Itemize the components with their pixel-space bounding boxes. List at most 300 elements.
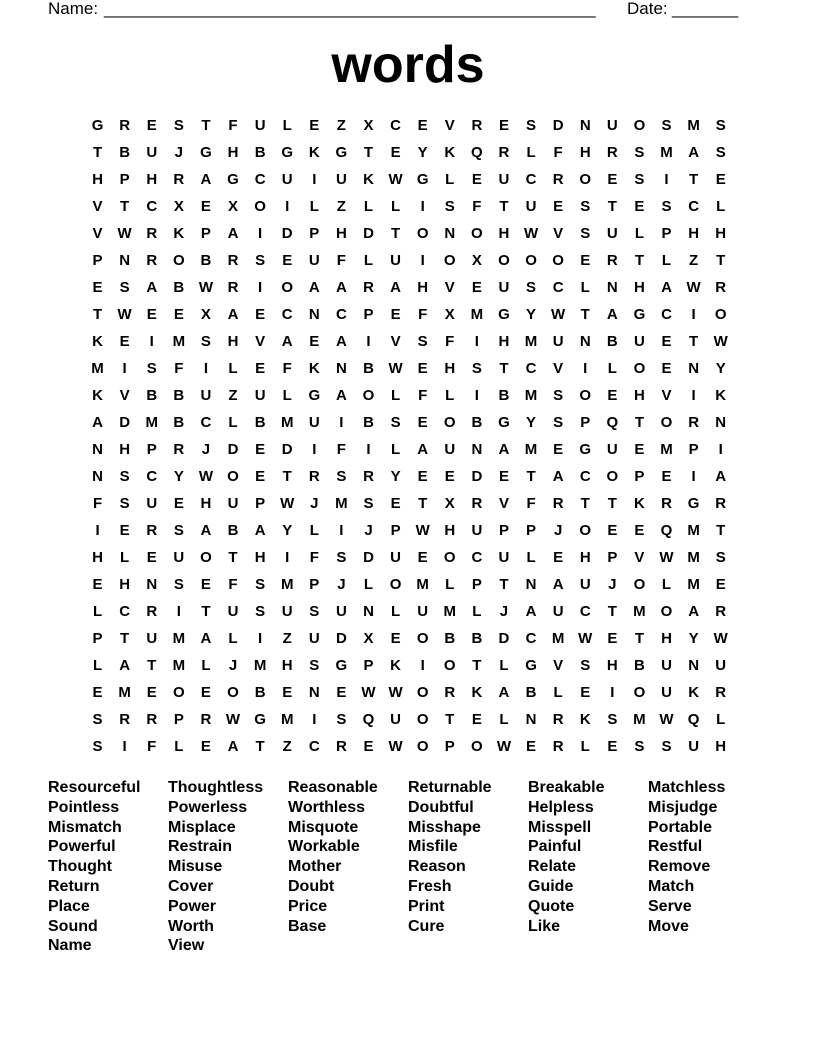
grid-letter[interactable]: L — [661, 576, 672, 593]
grid-letter[interactable]: L — [607, 360, 617, 377]
grid-letter[interactable]: P — [471, 576, 482, 593]
grid-letter[interactable]: R — [227, 252, 239, 269]
grid-letter[interactable]: M — [118, 684, 131, 701]
grid-letter[interactable]: M — [280, 576, 294, 593]
grid-letter[interactable]: E — [444, 468, 455, 485]
grid-letter[interactable]: O — [416, 738, 429, 755]
grid-letter[interactable]: Q — [660, 522, 673, 539]
grid-letter[interactable]: R — [552, 738, 564, 755]
grid-letter[interactable]: L — [526, 549, 536, 566]
grid-letter[interactable]: O — [200, 549, 212, 566]
grid-letter[interactable]: T — [689, 333, 699, 350]
grid-letter[interactable]: P — [200, 225, 211, 242]
grid-letter[interactable]: A — [308, 279, 320, 296]
grid-letter[interactable]: K — [444, 144, 456, 161]
grid-letter[interactable]: A — [281, 333, 293, 350]
grid-letter[interactable]: U — [308, 414, 320, 431]
grid-letter[interactable]: W — [415, 522, 430, 539]
grid-letter[interactable]: H — [417, 279, 429, 296]
grid-letter[interactable]: T — [634, 630, 644, 647]
grid-letter[interactable]: O — [443, 252, 456, 269]
grid-letter[interactable]: W — [117, 225, 132, 242]
grid-letter[interactable]: M — [172, 657, 186, 674]
grid-letter[interactable]: I — [664, 171, 669, 188]
grid-letter[interactable]: U — [634, 333, 645, 350]
grid-letter[interactable]: F — [309, 549, 319, 566]
grid-letter[interactable]: A — [227, 306, 239, 323]
grid-letter[interactable]: E — [661, 360, 672, 377]
grid-letter[interactable]: Q — [471, 144, 483, 161]
grid-letter[interactable]: A — [146, 279, 158, 296]
grid-letter[interactable]: A — [498, 684, 510, 701]
grid-letter[interactable]: H — [227, 333, 239, 350]
grid-letter[interactable]: G — [416, 171, 429, 188]
grid-letter[interactable]: H — [444, 522, 456, 539]
grid-letter[interactable]: L — [363, 198, 374, 215]
grid-letter[interactable]: L — [228, 414, 238, 431]
grid-letter[interactable]: T — [472, 657, 482, 674]
grid-letter[interactable]: U — [390, 711, 401, 728]
grid-letter[interactable]: B — [471, 414, 483, 431]
grid-letter[interactable]: B — [200, 252, 212, 269]
grid-letter[interactable]: K — [688, 684, 700, 701]
grid-letter[interactable]: N — [525, 576, 537, 593]
grid-letter[interactable]: D — [363, 225, 374, 242]
grid-letter[interactable]: R — [688, 414, 700, 431]
grid-letter[interactable]: A — [335, 279, 347, 296]
grid-letter[interactable]: U — [227, 603, 239, 620]
grid-letter[interactable]: B — [173, 414, 185, 431]
grid-letter[interactable]: L — [309, 522, 319, 539]
grid-letter[interactable]: M — [524, 333, 538, 350]
grid-letter[interactable]: R — [146, 603, 158, 620]
grid-letter[interactable]: R — [606, 144, 618, 161]
grid-letter[interactable]: V — [553, 360, 564, 377]
grid-letter[interactable]: G — [498, 306, 510, 323]
grid-letter[interactable]: U — [335, 603, 347, 620]
grid-letter[interactable]: U — [606, 117, 618, 134]
grid-letter[interactable]: L — [228, 630, 238, 647]
grid-letter[interactable]: E — [309, 117, 320, 134]
grid-letter[interactable]: T — [363, 144, 374, 161]
grid-letter[interactable]: W — [523, 225, 539, 242]
grid-letter[interactable]: L — [445, 576, 455, 593]
grid-letter[interactable]: P — [309, 576, 320, 593]
grid-letter[interactable]: U — [308, 630, 320, 647]
grid-letter[interactable]: I — [691, 468, 696, 485]
grid-letter[interactable]: P — [661, 225, 672, 242]
grid-letter[interactable]: G — [633, 306, 646, 323]
grid-letter[interactable]: A — [417, 441, 429, 458]
grid-letter[interactable]: T — [255, 738, 265, 755]
grid-letter[interactable]: F — [418, 387, 428, 404]
grid-letter[interactable]: D — [281, 441, 293, 458]
grid-letter[interactable]: R — [552, 711, 564, 728]
grid-letter[interactable]: E — [200, 684, 211, 701]
grid-letter[interactable]: E — [607, 630, 618, 647]
grid-letter[interactable]: F — [174, 360, 184, 377]
grid-letter[interactable]: C — [552, 279, 564, 296]
grid-letter[interactable]: H — [498, 333, 510, 350]
grid-letter[interactable]: O — [416, 684, 429, 701]
grid-letter[interactable]: M — [551, 630, 565, 647]
grid-letter[interactable]: P — [498, 522, 509, 539]
grid-letter[interactable]: U — [715, 657, 727, 674]
grid-letter[interactable]: P — [688, 441, 699, 458]
grid-letter[interactable]: L — [201, 657, 211, 674]
grid-letter[interactable]: P — [444, 738, 455, 755]
grid-letter[interactable]: I — [95, 522, 100, 539]
grid-letter[interactable]: U — [444, 441, 456, 458]
grid-letter[interactable]: B — [173, 387, 185, 404]
grid-letter[interactable]: V — [390, 333, 401, 350]
grid-letter[interactable]: G — [254, 711, 266, 728]
grid-letter[interactable]: Y — [715, 360, 726, 377]
grid-letter[interactable]: O — [579, 522, 592, 539]
grid-letter[interactable]: L — [390, 387, 401, 404]
grid-letter[interactable]: P — [119, 171, 130, 188]
grid-letter[interactable]: N — [579, 117, 591, 134]
grid-letter[interactable]: V — [553, 225, 564, 242]
grid-letter[interactable]: L — [716, 711, 726, 728]
grid-letter[interactable]: M — [443, 603, 457, 620]
grid-letter[interactable]: M — [524, 387, 538, 404]
grid-letter[interactable]: E — [146, 684, 157, 701]
grid-letter[interactable]: H — [634, 279, 645, 296]
grid-letter[interactable]: G — [335, 657, 348, 674]
grid-letter[interactable]: P — [607, 549, 618, 566]
grid-letter[interactable]: D — [471, 468, 483, 485]
grid-letter[interactable]: E — [255, 360, 266, 377]
grid-letter[interactable]: H — [335, 225, 347, 242]
grid-letter[interactable]: I — [258, 279, 263, 296]
grid-letter[interactable]: W — [659, 711, 674, 728]
grid-letter[interactable]: H — [661, 630, 672, 647]
grid-letter[interactable]: L — [390, 198, 401, 215]
grid-letter[interactable]: U — [281, 603, 293, 620]
grid-letter[interactable]: U — [146, 630, 158, 647]
grid-letter[interactable]: R — [308, 468, 320, 485]
grid-letter[interactable]: T — [201, 603, 211, 620]
grid-letter[interactable]: J — [310, 495, 319, 512]
grid-letter[interactable]: S — [146, 360, 157, 377]
grid-letter[interactable]: U — [688, 738, 700, 755]
grid-letter[interactable]: T — [92, 144, 103, 161]
grid-letter[interactable]: F — [336, 252, 346, 269]
grid-letter[interactable]: R — [200, 711, 212, 728]
grid-letter[interactable]: E — [200, 576, 211, 593]
grid-letter[interactable]: C — [525, 360, 537, 377]
grid-letter[interactable]: I — [474, 387, 479, 404]
grid-letter[interactable]: S — [580, 198, 591, 215]
grid-letter[interactable]: T — [418, 495, 428, 512]
grid-letter[interactable]: B — [606, 333, 618, 350]
grid-letter[interactable]: U — [552, 333, 564, 350]
grid-letter[interactable]: I — [176, 603, 181, 620]
grid-letter[interactable]: L — [228, 360, 238, 377]
grid-letter[interactable]: O — [227, 468, 239, 485]
grid-letter[interactable]: G — [335, 144, 348, 161]
grid-letter[interactable]: E — [282, 252, 293, 269]
grid-letter[interactable]: E — [580, 684, 591, 701]
grid-letter[interactable]: B — [471, 630, 483, 647]
grid-letter[interactable]: R — [173, 171, 185, 188]
grid-letter[interactable]: M — [470, 306, 484, 323]
grid-letter[interactable]: O — [471, 738, 483, 755]
grid-letter[interactable]: U — [606, 441, 618, 458]
grid-letter[interactable]: E — [498, 117, 509, 134]
grid-letter[interactable]: T — [120, 198, 130, 215]
grid-letter[interactable]: E — [336, 684, 347, 701]
grid-letter[interactable]: L — [580, 738, 590, 755]
grid-letter[interactable]: S — [336, 549, 347, 566]
grid-letter[interactable]: I — [122, 360, 127, 377]
grid-letter[interactable]: S — [553, 414, 564, 431]
grid-letter[interactable]: S — [173, 117, 184, 134]
grid-letter[interactable]: O — [172, 252, 185, 269]
grid-letter[interactable]: N — [146, 576, 158, 593]
grid-letter[interactable]: O — [579, 171, 592, 188]
grid-letter[interactable]: O — [471, 225, 483, 242]
grid-letter[interactable]: N — [363, 603, 374, 620]
grid-letter[interactable]: P — [92, 252, 103, 269]
grid-letter[interactable]: C — [119, 603, 131, 620]
grid-letter[interactable]: O — [254, 198, 266, 215]
grid-letter[interactable]: A — [227, 738, 239, 755]
grid-letter[interactable]: M — [172, 630, 186, 647]
grid-letter[interactable]: Y — [282, 522, 293, 539]
grid-letter[interactable]: Z — [282, 630, 292, 647]
grid-letter[interactable]: H — [254, 549, 266, 566]
grid-letter[interactable]: S — [255, 576, 266, 593]
grid-letter[interactable]: O — [416, 711, 429, 728]
grid-letter[interactable]: H — [579, 549, 591, 566]
grid-letter[interactable]: E — [634, 522, 645, 539]
grid-letter[interactable]: I — [718, 441, 723, 458]
grid-letter[interactable]: C — [390, 117, 401, 134]
grid-letter[interactable]: D — [119, 414, 131, 431]
grid-letter[interactable]: Z — [336, 117, 346, 134]
grid-letter[interactable]: L — [634, 225, 644, 242]
grid-letter[interactable]: R — [552, 171, 564, 188]
grid-letter[interactable]: L — [580, 279, 590, 296]
grid-letter[interactable]: O — [633, 576, 646, 593]
grid-letter[interactable]: M — [524, 441, 538, 458]
grid-letter[interactable]: E — [634, 198, 645, 215]
grid-letter[interactable]: A — [688, 144, 700, 161]
grid-letter[interactable]: R — [119, 711, 131, 728]
grid-letter[interactable]: K — [579, 711, 591, 728]
grid-letter[interactable]: T — [716, 252, 726, 269]
grid-letter[interactable]: B — [146, 387, 158, 404]
grid-letter[interactable]: R — [119, 117, 131, 134]
grid-letter[interactable]: J — [228, 657, 238, 674]
grid-letter[interactable]: I — [420, 252, 425, 269]
grid-letter[interactable]: A — [200, 171, 212, 188]
grid-letter[interactable]: F — [553, 144, 563, 161]
grid-letter[interactable]: L — [390, 603, 401, 620]
grid-letter[interactable]: E — [553, 441, 564, 458]
grid-letter[interactable]: B — [254, 684, 266, 701]
grid-letter[interactable]: R — [173, 441, 185, 458]
grid-letter[interactable]: Z — [689, 252, 699, 269]
grid-letter[interactable]: A — [227, 225, 239, 242]
grid-letter[interactable]: C — [335, 306, 347, 323]
grid-letter[interactable]: S — [92, 738, 103, 755]
grid-letter[interactable]: C — [146, 198, 158, 215]
grid-letter[interactable]: B — [363, 360, 374, 377]
grid-letter[interactable]: Y — [390, 468, 401, 485]
grid-letter[interactable]: N — [308, 306, 320, 323]
grid-letter[interactable]: U — [417, 603, 429, 620]
grid-letter[interactable]: G — [498, 414, 510, 431]
grid-letter[interactable]: Y — [173, 468, 184, 485]
grid-letter[interactable]: O — [227, 684, 239, 701]
grid-letter[interactable]: R — [715, 495, 727, 512]
grid-letter[interactable]: T — [716, 522, 726, 539]
grid-letter[interactable]: H — [634, 387, 645, 404]
grid-letter[interactable]: H — [146, 171, 158, 188]
grid-letter[interactable]: G — [525, 657, 537, 674]
grid-letter[interactable]: G — [227, 171, 239, 188]
grid-letter[interactable]: G — [579, 441, 592, 458]
grid-letter[interactable]: C — [281, 306, 293, 323]
grid-letter[interactable]: T — [499, 360, 509, 377]
grid-letter[interactable]: T — [282, 468, 292, 485]
grid-letter[interactable]: M — [660, 144, 673, 161]
grid-letter[interactable]: L — [445, 171, 455, 188]
grid-letter[interactable]: E — [390, 306, 401, 323]
grid-letter[interactable]: R — [715, 603, 727, 620]
grid-letter[interactable]: J — [174, 144, 183, 161]
grid-letter[interactable]: S — [444, 198, 455, 215]
grid-letter[interactable]: H — [227, 144, 239, 161]
grid-letter[interactable]: S — [715, 549, 726, 566]
grid-letter[interactable]: S — [92, 711, 103, 728]
grid-letter[interactable]: W — [388, 360, 403, 377]
grid-letter[interactable]: X — [363, 630, 374, 647]
grid-letter[interactable]: C — [525, 171, 537, 188]
grid-letter[interactable]: I — [366, 441, 371, 458]
grid-letter[interactable]: N — [688, 360, 700, 377]
grid-letter[interactable]: G — [200, 144, 212, 161]
grid-letter[interactable]: U — [552, 603, 564, 620]
grid-letter[interactable]: O — [389, 576, 402, 593]
grid-letter[interactable]: C — [579, 468, 591, 485]
grid-letter[interactable]: H — [579, 144, 591, 161]
grid-letter[interactable]: S — [715, 144, 726, 161]
grid-letter[interactable]: I — [339, 414, 344, 431]
grid-letter[interactable]: N — [688, 657, 700, 674]
grid-letter[interactable]: S — [526, 117, 537, 134]
grid-letter[interactable]: N — [308, 684, 320, 701]
grid-letter[interactable]: E — [661, 333, 672, 350]
grid-letter[interactable]: F — [92, 495, 103, 512]
grid-letter[interactable]: H — [119, 576, 131, 593]
grid-letter[interactable]: O — [714, 306, 727, 323]
grid-letter[interactable]: C — [254, 171, 266, 188]
grid-letter[interactable]: L — [445, 387, 455, 404]
grid-letter[interactable]: V — [444, 279, 455, 296]
grid-letter[interactable]: E — [92, 576, 103, 593]
grid-letter[interactable]: C — [146, 468, 158, 485]
grid-letter[interactable]: E — [390, 144, 401, 161]
grid-letter[interactable]: E — [200, 198, 211, 215]
grid-letter[interactable]: A — [119, 657, 131, 674]
grid-letter[interactable]: M — [687, 117, 700, 134]
grid-letter[interactable]: B — [444, 630, 456, 647]
grid-letter[interactable]: A — [335, 387, 347, 404]
grid-letter[interactable]: E — [526, 738, 537, 755]
grid-letter[interactable]: T — [634, 414, 644, 431]
grid-letter[interactable]: O — [443, 657, 456, 674]
grid-letter[interactable]: E — [255, 441, 266, 458]
grid-letter[interactable]: X — [471, 252, 482, 269]
grid-letter[interactable]: T — [120, 630, 130, 647]
grid-letter[interactable]: S — [471, 360, 482, 377]
grid-letter[interactable]: M — [253, 657, 267, 674]
grid-letter[interactable]: A — [552, 468, 564, 485]
grid-letter[interactable]: W — [713, 630, 728, 647]
grid-letter[interactable]: R — [606, 252, 618, 269]
grid-letter[interactable]: I — [583, 360, 588, 377]
grid-letter[interactable]: O — [443, 414, 456, 431]
grid-letter[interactable]: P — [363, 306, 374, 323]
grid-letter[interactable]: E — [553, 198, 564, 215]
grid-letter[interactable]: S — [661, 198, 672, 215]
grid-letter[interactable]: P — [580, 414, 591, 431]
grid-letter[interactable]: U — [661, 657, 672, 674]
grid-letter[interactable]: N — [92, 468, 103, 485]
grid-letter[interactable]: O — [579, 387, 592, 404]
grid-letter[interactable]: U — [200, 387, 212, 404]
grid-letter[interactable]: S — [661, 117, 672, 134]
grid-letter[interactable]: R — [552, 495, 564, 512]
grid-letter[interactable]: O — [281, 279, 294, 296]
grid-letter[interactable]: K — [390, 657, 401, 674]
grid-letter[interactable]: U — [308, 252, 320, 269]
grid-letter[interactable]: S — [309, 603, 320, 620]
grid-letter[interactable]: A — [498, 441, 510, 458]
grid-letter[interactable]: E — [607, 738, 618, 755]
grid-letter[interactable]: N — [606, 279, 618, 296]
grid-letter[interactable]: S — [255, 603, 266, 620]
grid-letter[interactable]: C — [308, 738, 320, 755]
grid-letter[interactable]: E — [119, 522, 130, 539]
grid-letter[interactable]: H — [92, 549, 103, 566]
grid-letter[interactable]: M — [687, 549, 700, 566]
grid-letter[interactable]: L — [526, 144, 536, 161]
grid-letter[interactable]: M — [416, 576, 429, 593]
grid-letter[interactable]: V — [498, 495, 509, 512]
grid-letter[interactable]: Y — [526, 414, 537, 431]
grid-letter[interactable]: T — [499, 198, 509, 215]
grid-letter[interactable]: F — [526, 495, 536, 512]
grid-letter[interactable]: R — [715, 279, 727, 296]
grid-letter[interactable]: U — [227, 495, 239, 512]
grid-letter[interactable]: E — [309, 333, 320, 350]
grid-letter[interactable]: Z — [336, 198, 346, 215]
grid-letter[interactable]: R — [715, 684, 727, 701]
grid-letter[interactable]: H — [281, 657, 293, 674]
grid-letter[interactable]: L — [120, 549, 130, 566]
grid-letter[interactable]: P — [526, 522, 537, 539]
grid-letter[interactable]: T — [580, 495, 590, 512]
grid-letter[interactable]: Y — [688, 630, 699, 647]
grid-letter[interactable]: T — [607, 198, 617, 215]
grid-letter[interactable]: L — [716, 198, 726, 215]
grid-letter[interactable]: E — [390, 495, 401, 512]
